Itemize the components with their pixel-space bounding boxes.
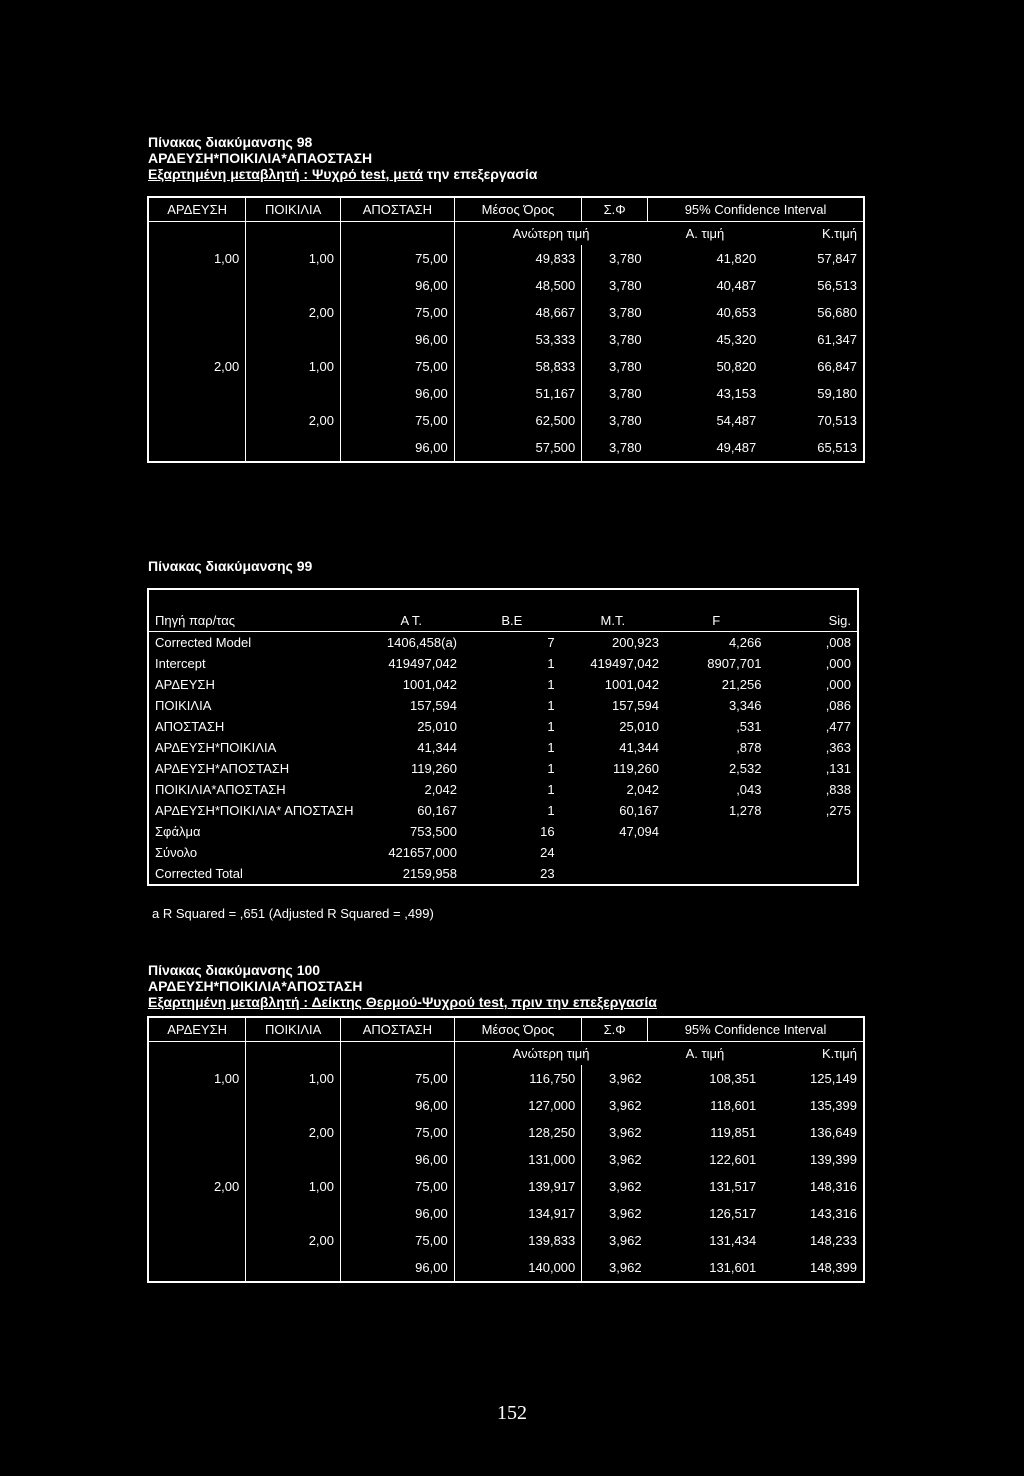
table-cell: 70,513 <box>817 413 857 428</box>
table-cell: 126,517 <box>709 1206 757 1221</box>
table-cell: 2,00 <box>246 407 341 434</box>
table-cell <box>665 863 768 885</box>
table-cell: 25,010 <box>619 719 659 734</box>
table-cell: 4,266 <box>728 635 762 650</box>
table-cell: ΑΡΔΕΥΣΗ <box>155 677 215 692</box>
table-cell: 3,780 <box>582 380 648 407</box>
table-98-subheader-row <box>148 222 864 246</box>
table-row <box>148 737 858 758</box>
table-cell: 40,487 <box>716 278 757 293</box>
table-cell: ,131 <box>825 761 851 776</box>
table-99-grid <box>147 588 859 886</box>
table-100-subheader-row <box>148 1042 864 1066</box>
table-cell: 96,00 <box>341 380 455 407</box>
header-cell: ΠΟΙΚΙΛΙΑ <box>246 197 341 222</box>
table-row <box>148 632 858 654</box>
table-cell: 2,00 <box>213 1179 240 1194</box>
table-99-title: Πίνακας διακύμανσης 99 <box>148 558 313 574</box>
table-row <box>148 842 858 863</box>
table-cell: 96,00 <box>341 434 455 462</box>
table-cell: 75,00 <box>341 1065 455 1092</box>
header-cell: ΠΟΙΚΙΛΙΑ <box>246 1017 341 1042</box>
table-cell <box>246 1254 341 1282</box>
header-cell: ΑΡΔΕΥΣΗ <box>148 197 246 222</box>
table-cell <box>148 1200 246 1227</box>
subheader-cell: Α. τιμή <box>685 1046 725 1061</box>
table-cell <box>148 1254 246 1282</box>
table-cell: 21,256 <box>721 677 762 692</box>
table-cell <box>148 326 246 353</box>
table-cell: 1001,042 <box>402 677 458 692</box>
table-cell: 25,010 <box>417 719 458 734</box>
table-row <box>148 1146 864 1173</box>
table-row <box>148 758 858 779</box>
header-cell: ΑΡΔΕΥΣΗ <box>148 1017 246 1042</box>
table-cell: ,008 <box>825 635 851 650</box>
table-cell: 131,517 <box>709 1179 757 1194</box>
table-cell: 139,399 <box>810 1152 857 1167</box>
table-cell: 96,00 <box>341 1254 455 1282</box>
table-cell: 131,601 <box>709 1260 757 1275</box>
table-row <box>148 299 864 326</box>
header-cell: Σ.Φ <box>582 197 648 222</box>
table-cell: 75,00 <box>341 245 455 272</box>
table-98-dependent-label: Εξαρτημένη μεταβλητή : Ψυχρό test, μετά <box>148 166 423 182</box>
table-row <box>148 716 858 737</box>
table-cell <box>246 326 341 353</box>
table-99 <box>147 588 859 886</box>
table-row <box>148 380 864 407</box>
table-cell: 1 <box>547 719 555 734</box>
table-cell: 2,00 <box>246 1119 341 1146</box>
table-cell: 75,00 <box>341 299 455 326</box>
table-cell <box>561 842 665 863</box>
table-cell: 40,653 <box>716 305 757 320</box>
table-cell: ,000 <box>825 656 851 671</box>
table-cell: 1,00 <box>246 353 341 380</box>
table-cell: 7 <box>547 635 555 650</box>
table-cell: ΑΡΔΕΥΣΗ*ΑΠΟΣΤΑΣΗ <box>155 761 290 776</box>
table-cell: 57,847 <box>817 251 857 266</box>
table-99-header-row <box>148 610 858 632</box>
table-99-body <box>148 632 858 886</box>
table-row <box>148 1254 864 1282</box>
table-cell: 1,278 <box>728 803 762 818</box>
table-cell: 62,500 <box>454 407 582 434</box>
table-cell: 3,962 <box>582 1200 648 1227</box>
table-cell: 49,487 <box>716 440 757 455</box>
table-cell <box>768 863 859 885</box>
table-cell: 51,167 <box>454 380 582 407</box>
table-cell: 45,320 <box>716 332 757 347</box>
table-100-body <box>148 1065 864 1282</box>
table-cell: 41,820 <box>716 251 757 266</box>
table-cell <box>148 407 246 434</box>
table-cell: 2,042 <box>424 782 458 797</box>
table-row <box>148 1200 864 1227</box>
table-row <box>148 353 864 380</box>
table-cell: 131,000 <box>454 1146 582 1173</box>
table-cell: 419497,042 <box>388 656 458 671</box>
table-row <box>148 674 858 695</box>
table-100-title: Πίνακας διακύμανσης 100 <box>148 962 321 978</box>
table-cell: 3,780 <box>582 407 648 434</box>
table-cell: ΑΡΔΕΥΣΗ*ΠΟΙΚΙΛΙΑ* ΑΠΟΣΤΑΣΗ <box>155 803 354 818</box>
table-cell: 131,434 <box>709 1233 757 1248</box>
table-cell <box>246 1092 341 1119</box>
table-cell: 23 <box>540 866 555 881</box>
table-cell <box>246 1200 341 1227</box>
table-cell: 8907,701 <box>707 656 762 671</box>
table-cell: ΑΡΔΕΥΣΗ*ΠΟΙΚΙΛΙΑ <box>155 740 277 755</box>
table-row <box>148 1227 864 1254</box>
table-cell: 157,594 <box>611 698 659 713</box>
table-cell: 75,00 <box>341 1119 455 1146</box>
table-cell: 139,833 <box>454 1227 582 1254</box>
table-98-subtitle: ΑΡΔΕΥΣΗ*ΠΟΙΚΙΛΙΑ*ΑΠΑΟΣΤΑΣΗ <box>148 150 373 166</box>
table-cell <box>148 299 246 326</box>
table-row <box>148 1092 864 1119</box>
table-98 <box>147 196 865 463</box>
header-cell: Μέσος Όρος <box>454 197 582 222</box>
header-cell: ΑΠΟΣΤΑΣΗ <box>341 197 455 222</box>
table-cell: 3,780 <box>582 353 648 380</box>
table-cell: 143,316 <box>810 1206 857 1221</box>
table-row <box>148 695 858 716</box>
table-cell: 119,260 <box>410 761 458 776</box>
table-98-body <box>148 245 864 462</box>
table-cell: 135,399 <box>810 1098 857 1113</box>
table-cell: 56,513 <box>817 278 857 293</box>
table-cell: 2,532 <box>728 761 762 776</box>
table-cell: 96,00 <box>341 1200 455 1227</box>
table-cell: 122,601 <box>709 1152 757 1167</box>
table-cell: 96,00 <box>341 1146 455 1173</box>
table-cell: 16 <box>540 824 555 839</box>
subheader-cell: Κ.τιμή <box>821 226 857 241</box>
table-cell: 2159,958 <box>402 866 458 881</box>
table-cell: 3,962 <box>582 1146 648 1173</box>
table-cell: 421657,000 <box>388 845 458 860</box>
table-cell: 3,962 <box>582 1254 648 1282</box>
table-cell: 48,667 <box>454 299 582 326</box>
table-cell: 60,167 <box>417 803 458 818</box>
table-cell: 2,00 <box>213 359 240 374</box>
table-cell: 24 <box>540 845 555 860</box>
table-cell: 54,487 <box>716 413 757 428</box>
table-cell <box>148 1227 246 1254</box>
table-cell: 56,680 <box>817 305 857 320</box>
table-cell <box>148 1146 246 1173</box>
table-cell: Σφάλμα <box>155 824 201 839</box>
table-row <box>148 1119 864 1146</box>
table-cell: ΠΟΙΚΙΛΙΑ*ΑΠΟΣΤΑΣΗ <box>155 782 286 797</box>
table-cell: 1 <box>547 698 555 713</box>
table-cell: 1 <box>547 803 555 818</box>
header-cell: Μέσος Όρος <box>454 1017 582 1042</box>
table-cell: 1 <box>547 761 555 776</box>
table-row <box>148 326 864 353</box>
table-cell: Σύνολο <box>155 845 198 860</box>
table-cell: 59,180 <box>817 386 857 401</box>
table-cell: 1 <box>547 656 555 671</box>
table-cell: 1 <box>547 782 555 797</box>
table-cell: Corrected Model <box>155 635 252 650</box>
table-100-subtitle: ΑΡΔΕΥΣΗ*ΠΟΙΚΙΛΙΑ*ΑΠΟΣΤΑΣΗ <box>148 978 363 994</box>
subheader-cell: Κ.τιμή <box>821 1046 857 1061</box>
table-cell: 157,594 <box>410 698 458 713</box>
table-cell: 128,250 <box>454 1119 582 1146</box>
table-cell: 3,962 <box>582 1227 648 1254</box>
header-cell: Σ.Φ <box>582 1017 648 1042</box>
table-cell: 48,500 <box>454 272 582 299</box>
table-cell: 136,649 <box>810 1125 857 1140</box>
table-cell <box>768 821 859 842</box>
header-cell: 95% Confidence Interval <box>648 1017 864 1042</box>
table-cell: ,275 <box>825 803 851 818</box>
table-cell: 58,833 <box>454 353 582 380</box>
table-cell: 1 <box>547 740 555 755</box>
table-row <box>148 1065 864 1092</box>
table-cell: 3,962 <box>582 1092 648 1119</box>
table-cell: 1,00 <box>246 245 341 272</box>
table-cell <box>148 380 246 407</box>
table-row <box>148 821 858 842</box>
page-number: 152 <box>497 1402 527 1424</box>
table-cell <box>665 842 768 863</box>
table-cell: 41,344 <box>619 740 659 755</box>
table-cell: 3,962 <box>582 1119 648 1146</box>
table-cell: 3,346 <box>728 698 762 713</box>
table-98-dependent <box>148 166 537 182</box>
table-cell: ,838 <box>825 782 851 797</box>
table-cell: 3,780 <box>582 272 648 299</box>
table-row <box>148 407 864 434</box>
table-cell: 116,750 <box>454 1065 582 1092</box>
table-cell: ,878 <box>736 740 762 755</box>
table-cell: 419497,042 <box>590 656 659 671</box>
table-cell: 118,601 <box>710 1098 757 1113</box>
table-row <box>148 1173 864 1200</box>
table-100-header-row <box>148 1017 864 1042</box>
table-cell <box>768 842 859 863</box>
table-cell: 119,260 <box>612 761 659 776</box>
table-cell: 75,00 <box>341 1173 455 1200</box>
table-cell: 57,500 <box>454 434 582 462</box>
table-cell: 65,513 <box>817 440 857 455</box>
table-cell: Intercept <box>155 656 206 671</box>
table-98-caption <box>148 134 537 182</box>
table-100 <box>147 1016 865 1283</box>
header-cell: Β.Ε <box>463 610 561 632</box>
table-row <box>148 272 864 299</box>
subheader-cell: Ανώτερη τιμή <box>454 1042 647 1066</box>
table-cell: Corrected Total <box>155 866 243 881</box>
table-cell: 134,917 <box>454 1200 582 1227</box>
table-cell: ,086 <box>825 698 851 713</box>
table-cell <box>246 272 341 299</box>
subheader-cell: Ανώτερη τιμή <box>454 222 647 246</box>
header-cell: Πηγή παρ/τας <box>148 610 359 632</box>
table-cell: 96,00 <box>341 326 455 353</box>
table-cell: 127,000 <box>454 1092 582 1119</box>
header-cell: ΑΠΟΣΤΑΣΗ <box>341 1017 455 1042</box>
table-cell: 43,153 <box>716 386 757 401</box>
table-cell: 3,780 <box>582 326 648 353</box>
table-cell <box>246 1146 341 1173</box>
table-cell: 1,00 <box>246 1065 341 1092</box>
table-99-top-spacer <box>148 589 858 610</box>
table-cell: ΑΠΟΣΤΑΣΗ <box>155 719 225 734</box>
table-cell: 1,00 <box>246 1173 341 1200</box>
table-cell: 2,042 <box>626 782 659 797</box>
table-cell: 3,780 <box>582 245 648 272</box>
table-cell: 50,820 <box>716 359 757 374</box>
table-row <box>148 779 858 800</box>
table-cell: 1,00 <box>213 1071 240 1086</box>
table-cell: 61,347 <box>817 332 857 347</box>
table-row <box>148 653 858 674</box>
table-cell: 148,233 <box>810 1233 857 1248</box>
table-cell: 139,917 <box>454 1173 582 1200</box>
header-cell: Sig. <box>768 610 859 632</box>
table-cell: ,531 <box>736 719 762 734</box>
table-cell: 148,316 <box>810 1179 857 1194</box>
table-cell: 140,000 <box>454 1254 582 1282</box>
subheader-cell: Α. τιμή <box>685 226 725 241</box>
header-cell: Α Τ. <box>359 610 463 632</box>
table-cell: 3,780 <box>582 434 648 462</box>
table-cell: ,477 <box>825 719 851 734</box>
table-98-title: Πίνακας διακύμανσης 98 <box>148 134 313 150</box>
table-cell <box>148 1092 246 1119</box>
table-cell: 108,351 <box>709 1071 757 1086</box>
table-cell <box>665 821 768 842</box>
table-cell: 75,00 <box>341 1227 455 1254</box>
table-cell <box>246 434 341 462</box>
header-cell: Μ.Τ. <box>561 610 665 632</box>
table-cell: 1406,458(a) <box>386 635 458 650</box>
table-cell: 125,149 <box>810 1071 857 1086</box>
table-cell: 1001,042 <box>604 677 659 692</box>
table-row <box>148 245 864 272</box>
table-cell: 2,00 <box>246 299 341 326</box>
table-cell: 3,962 <box>582 1173 648 1200</box>
table-cell: 75,00 <box>341 407 455 434</box>
table-cell: 53,333 <box>454 326 582 353</box>
table-cell: 200,923 <box>611 635 659 650</box>
table-cell <box>148 434 246 462</box>
table-cell: 60,167 <box>619 803 659 818</box>
table-cell: 66,847 <box>817 359 857 374</box>
table-cell: 753,500 <box>410 824 458 839</box>
table-cell: ,363 <box>825 740 851 755</box>
table-cell: 148,399 <box>810 1260 857 1275</box>
table-cell: 3,780 <box>582 299 648 326</box>
table-cell: 96,00 <box>341 272 455 299</box>
table-cell <box>148 272 246 299</box>
table-98-dependent-suffix: την επεξεργασία <box>422 166 538 182</box>
table-cell: ,043 <box>736 782 762 797</box>
table-cell: 119,851 <box>710 1125 757 1140</box>
table-cell <box>246 380 341 407</box>
table-98-header-row <box>148 197 864 222</box>
table-100-caption <box>148 962 657 1010</box>
table-100-dependent-label: Εξαρτημένη μεταβλητή : Δείκτης Θερμού-Ψυχρού test, πριν την επεξεργασία <box>148 994 657 1010</box>
table-cell: ΠΟΙΚΙΛΙΑ <box>155 698 212 713</box>
table-cell: 75,00 <box>341 353 455 380</box>
header-cell: 95% Confidence Interval <box>648 197 864 222</box>
table-98-grid <box>147 196 865 463</box>
table-row <box>148 863 858 885</box>
table-cell <box>561 863 665 885</box>
table-cell: 2,00 <box>246 1227 341 1254</box>
table-99-footnote: a R Squared = ,651 (Adjusted R Squared = ,499) <box>152 906 434 921</box>
table-cell: 1,00 <box>213 251 240 266</box>
table-row <box>148 800 858 821</box>
table-cell: 49,833 <box>454 245 582 272</box>
header-cell: F <box>665 610 768 632</box>
table-100-dependent <box>148 994 657 1010</box>
table-cell: 1 <box>547 677 555 692</box>
table-cell: 47,094 <box>619 824 659 839</box>
table-row <box>148 434 864 462</box>
table-cell <box>148 1119 246 1146</box>
table-cell: 3,962 <box>582 1065 648 1092</box>
table-cell: 96,00 <box>341 1092 455 1119</box>
table-cell: 41,344 <box>417 740 458 755</box>
table-cell: ,000 <box>825 677 851 692</box>
table-100-grid <box>147 1016 865 1283</box>
